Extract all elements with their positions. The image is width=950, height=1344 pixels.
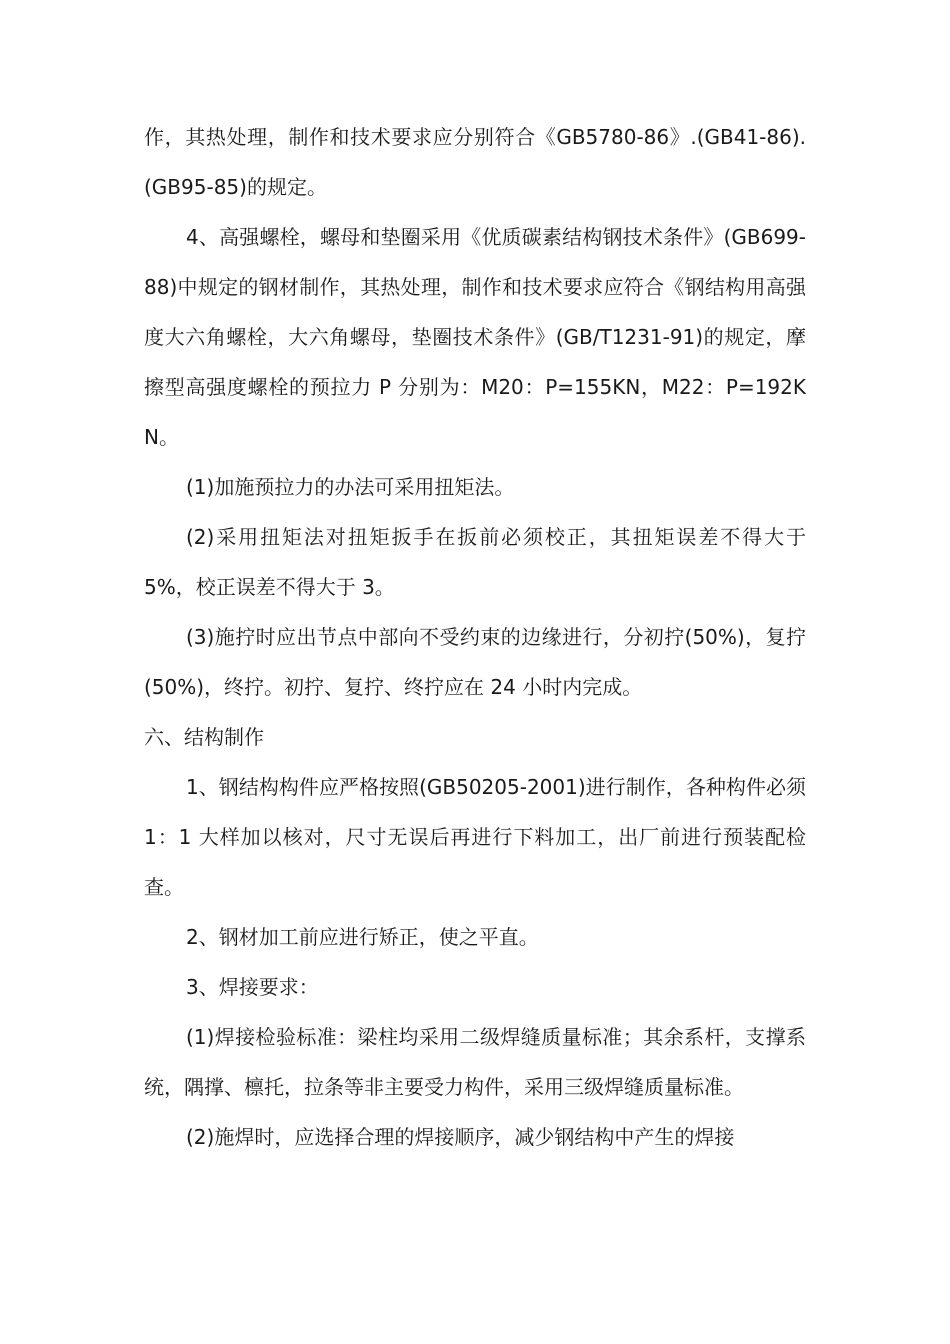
paragraph-torque-wrench-calibration: (2)采用扭矩法对扭矩扳手在扳前必须校正，其扭矩误差不得大于5%，校正误差不得大于 3。 [144, 525, 806, 599]
paragraph-steel-straightening: 2、钢材加工前应进行矫正，使之平直。 [186, 925, 539, 949]
paragraph-tightening-sequence: (3)施拧时应出节点中部向不受约束的边缘进行，分初拧(50%)，复拧(50%)，终拧。初拧、复拧、终拧应在 24 小时内完成。 [144, 625, 806, 699]
paragraph-welding-requirements: 3、焊接要求： [186, 975, 319, 999]
paragraph-continued-bolt-standards: 作，其热处理，制作和技术要求应分别符合《GB5780-86》.(GB41-86).(GB95-85)的规定。 [144, 125, 806, 199]
section-heading-structure-fabrication: 六、结构制作 [144, 725, 264, 749]
paragraph-welding-inspection-standard: (1)焊接检验标准：梁柱均采用二级焊缝质量标准；其余系杆，支撑系统，隅撑、檩托，拉条等非主要受力构件，采用三级焊缝质量标准。 [144, 1025, 806, 1099]
document-body [144, 112, 806, 1162]
paragraph-fabrication-standard: 1、钢结构构件应严格按照(GB50205-2001)进行制作，各种构件必须 1：1 大样加以核对，尺寸无误后再进行下料加工，出厂前进行预装配检查。 [144, 775, 806, 899]
paragraph-torque-method: (1)加施预拉力的办法可采用扭矩法。 [186, 475, 515, 499]
paragraph-high-strength-bolts: 4、高强螺栓，螺母和垫圈采用《优质碳素结构钢技术条件》(GB699-88)中规定的钢材制作，其热处理，制作和技术要求应符合《钢结构用高强度大六角螺栓，大六角螺母，垫圈技术条件》(GB/T1231-91)的规定，摩擦型高强度螺栓的预拉力 P 分别为：M20：P=155KN，M22：P=192KN。 [144, 225, 806, 449]
paragraph-welding-sequence: (2)施焊时，应选择合理的焊接顺序，减少钢结构中产生的焊接 [186, 1125, 735, 1149]
